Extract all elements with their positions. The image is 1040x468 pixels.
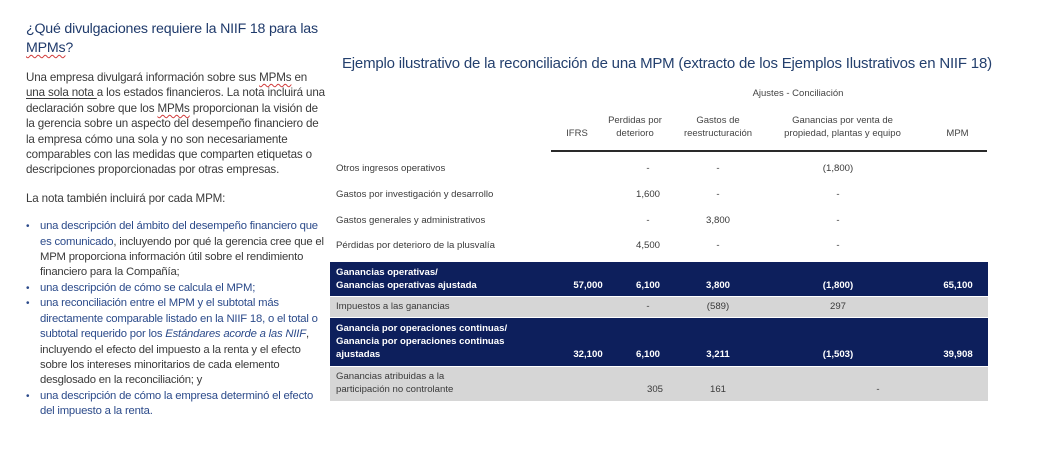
row-label-line1: Ganancias operativas/ <box>336 267 438 278</box>
column-header-ifrs: IFRS <box>566 128 588 139</box>
cell-deterioro: - <box>646 163 650 174</box>
cell-reestructuracion: 3,800 <box>705 280 730 291</box>
header-divider <box>551 150 987 152</box>
row-label: Otros ingresos operativos <box>336 163 446 174</box>
row-label: Gastos generales y administrativos <box>336 215 486 226</box>
underlined-phrase: una sola nota <box>26 86 97 100</box>
cell-deterioro: 1,600 <box>635 189 660 200</box>
row-label-line1: Ganancia por operaciones continuas/ <box>336 323 508 334</box>
cell-reestructuracion: 161 <box>709 384 726 395</box>
row-label-line3: ajustadas <box>336 349 381 360</box>
table-row-taxes <box>330 297 988 317</box>
adjustments-group-header: Ajustes - Conciliación <box>752 88 844 99</box>
table-row <box>330 160 988 178</box>
requirements-list <box>26 219 328 419</box>
column-header-deterioro: Perdidas por deterioro <box>608 115 662 139</box>
cell-mpm: 39,908 <box>943 349 973 360</box>
cell-reestructuracion: - <box>716 163 720 174</box>
row-label-line2: participación no controlante <box>336 384 454 395</box>
intro-paragraph: Una empresa divulgará información sobre sus MPMs en una sola nota a los estados financieros. La nota incluirá una declaración sobre que los MPMs proporcionan la visión de la gerencia sobre un aspecto del desempeño financiero de la empresa cómo una sola y no son necesariamente comparables con las medidas que comparten etiquetas o descripciones proporcionadas por otras empresas. <box>26 71 325 177</box>
cell-ganancias-venta: (1,800) <box>822 163 854 174</box>
row-label-line1: Ganancias atribuidas a la <box>336 371 445 382</box>
spellcheck-word: MPMs <box>26 40 66 56</box>
cell-ganancias-venta: - <box>836 189 840 200</box>
table-row <box>330 212 988 230</box>
list-item: • una reconciliación entre el MPM y el subtotal más directamente comparable listado en la NIIF 18, o el total o subtotal requerido por los Estándares acorde a las NIIF, incluyendo el efecto del impuesto a la renta y el efecto sobre los intereses minoritarios de cada elemento desglosado en la reconciliación; y <box>26 296 328 388</box>
row-label-line2: Ganancia por operaciones continuas <box>336 336 505 347</box>
row-label: Impuestos a las ganancias <box>336 301 450 312</box>
column-header-reestructuracion: Gastos de reestructuración <box>683 115 753 139</box>
table-row-noncontrolling-interest <box>330 367 988 401</box>
cell-reestructuracion: - <box>716 189 720 200</box>
cell-reestructuracion: 3,800 <box>705 215 730 226</box>
row-label: Pérdidas por deterioro de la plusvalía <box>336 240 495 251</box>
row-label: Gastos por investigación y desarrollo <box>336 189 494 200</box>
list-item: • una descripción del ámbito del desempeño financiero que es comunicado, incluyendo por qué la gerencia cree que el MPM proporciona información útil sobre el rendimiento financiero para la Compañía; <box>26 219 328 281</box>
cell-reestructuracion: (589) <box>706 301 730 312</box>
cell-ganancias-venta: 297 <box>829 301 846 312</box>
subtotal-row-continuing-operations <box>330 318 988 366</box>
row-label-line2: Ganancias operativas ajustada <box>336 280 477 291</box>
cell-deterioro: - <box>646 215 650 226</box>
subtotal-row-operating-profit <box>330 262 988 296</box>
column-header-ganancias-venta: Ganancias por venta de propiedad, plantas y equipo <box>784 115 901 139</box>
cell-ganancias-venta: - <box>836 240 840 251</box>
cell-ganancias-venta: (1,800) <box>822 280 854 291</box>
cell-deterioro: 305 <box>646 384 663 395</box>
cell-deterioro: 6,100 <box>635 349 660 360</box>
disclosure-text-panel <box>26 20 328 420</box>
cell-reestructuracion: - <box>716 240 720 251</box>
section-heading: ¿Qué divulgaciones requiere la NIIF 18 para las MPMs? <box>26 21 318 56</box>
column-header-mpm: MPM <box>946 128 969 139</box>
table-row <box>330 186 988 204</box>
cell-ganancias-venta: - <box>876 384 880 395</box>
cell-reestructuracion: 3,211 <box>706 349 730 360</box>
cell-deterioro: 4,500 <box>635 240 660 251</box>
cell-deterioro: 6,100 <box>635 280 660 291</box>
list-lead-text: La nota también incluirá por cada MPM: <box>26 191 226 205</box>
table-title: Ejemplo ilustrativo de la reconciliación de una MPM (extracto de los Ejemplos Ilustrativos en NIIF 18) <box>342 55 992 72</box>
cell-mpm: 65,100 <box>943 280 973 291</box>
list-item: • una descripción de cómo la empresa determinó el efecto del impuesto a la renta. <box>26 389 328 420</box>
cell-ifrs: 32,100 <box>573 349 603 360</box>
list-item: • una descripción de cómo se calcula el MPM; <box>26 281 328 296</box>
cell-ifrs: 57,000 <box>573 280 603 291</box>
cell-deterioro: - <box>646 301 650 312</box>
cell-ganancias-venta: - <box>836 215 840 226</box>
cell-ganancias-venta: (1,503) <box>822 349 854 360</box>
table-row <box>330 237 988 255</box>
